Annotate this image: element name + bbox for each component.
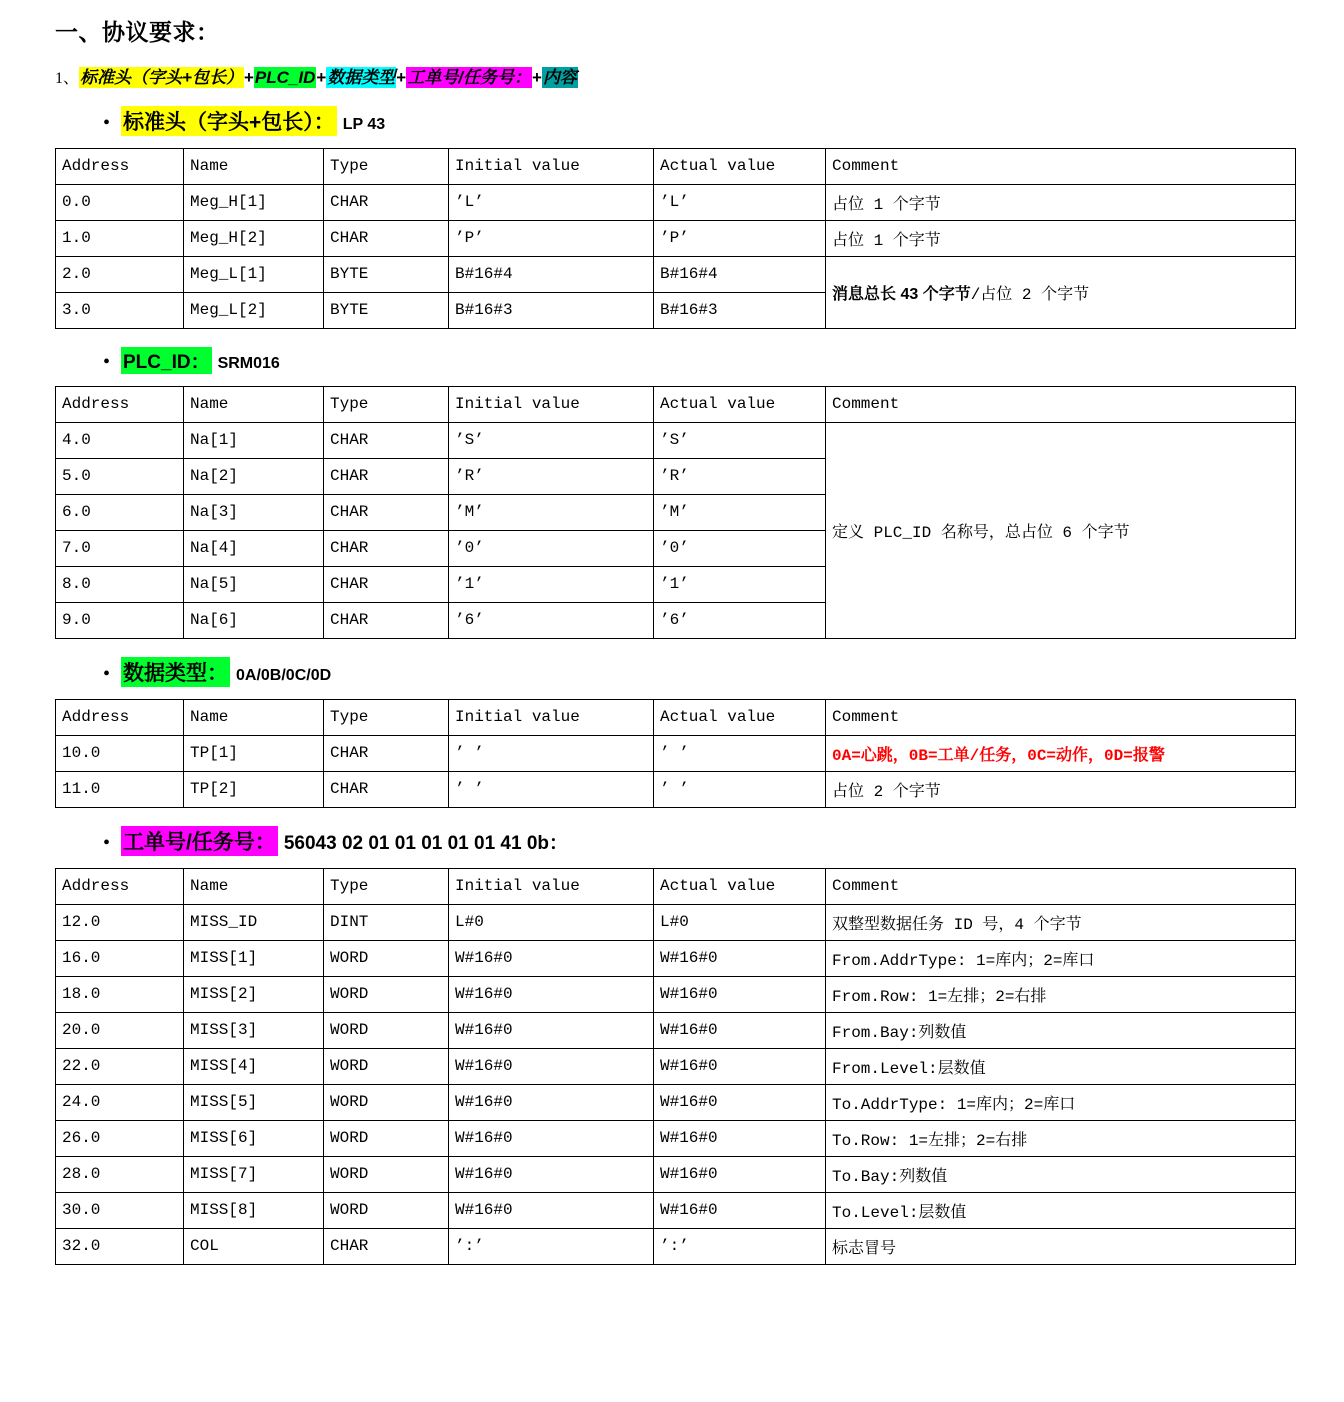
column-header-type: Type (324, 869, 449, 905)
cell-actual-value: ’0’ (654, 531, 826, 567)
cell-type: BYTE (324, 293, 449, 329)
table-row (56, 1085, 1296, 1121)
cell-type: CHAR (324, 736, 449, 772)
column-header-name: Name (184, 869, 324, 905)
table-header-row (56, 149, 1296, 185)
cell-name: Meg_L[1] (184, 257, 324, 293)
cell-initial-value: B#16#4 (449, 257, 654, 293)
bullet-icon: • (103, 832, 111, 854)
protocol-table (55, 386, 1296, 639)
cell-type: CHAR (324, 603, 449, 639)
cell-name: COL (184, 1229, 324, 1265)
cell-name: MISS[2] (184, 977, 324, 1013)
cell-name: MISS[8] (184, 1193, 324, 1229)
plus-sign-3: + (396, 68, 407, 87)
cell-comment: 标志冒号 (826, 1229, 1296, 1265)
cell-type: WORD (324, 1049, 449, 1085)
format-segment-datatype: 数据类型 (327, 68, 396, 87)
cell-address: 30.0 (56, 1193, 184, 1229)
table-row (56, 1193, 1296, 1229)
cell-actual-value: ’:’ (654, 1229, 826, 1265)
format-segment-content: 内容 (542, 68, 577, 87)
cell-name: Meg_L[2] (184, 293, 324, 329)
table-row (56, 941, 1296, 977)
format-segment-header: 标准头（字头+包长） (80, 68, 243, 87)
cell-name: MISS[1] (184, 941, 324, 977)
cell-actual-value: ’R’ (654, 459, 826, 495)
cell-comment: To.AddrType: 1=库内；2=库口 (826, 1085, 1296, 1121)
cell-comment: To.Bay:列数值 (826, 1157, 1296, 1193)
cell-address: 22.0 (56, 1049, 184, 1085)
sections-container (55, 106, 1304, 1265)
column-header-initial-value: Initial value (449, 387, 654, 423)
cell-initial-value: ’0’ (449, 531, 654, 567)
cell-comment-merged: 消息总长 43 个字节/占位 2 个字节 (826, 257, 1296, 329)
cell-address: 32.0 (56, 1229, 184, 1265)
cell-initial-value: ’ ’ (449, 772, 654, 808)
cell-address: 16.0 (56, 941, 184, 977)
column-header-address: Address (56, 700, 184, 736)
cell-comment: From.AddrType: 1=库内；2=库口 (826, 941, 1296, 977)
table-row (56, 1049, 1296, 1085)
cell-address: 18.0 (56, 977, 184, 1013)
cell-initial-value: W#16#0 (449, 1085, 654, 1121)
plus-sign-4: + (531, 68, 542, 87)
cell-name: MISS_ID (184, 905, 324, 941)
cell-type: CHAR (324, 1229, 449, 1265)
table-row (56, 905, 1296, 941)
table-header-row (56, 700, 1296, 736)
cell-initial-value: W#16#0 (449, 1121, 654, 1157)
cell-actual-value: W#16#0 (654, 941, 826, 977)
cell-type: DINT (324, 905, 449, 941)
cell-address: 20.0 (56, 1013, 184, 1049)
cell-initial-value: W#16#0 (449, 1013, 654, 1049)
cell-name: MISS[7] (184, 1157, 324, 1193)
section-heading (103, 347, 1304, 374)
cell-initial-value: ’R’ (449, 459, 654, 495)
cell-comment: 占位 1 个字节 (826, 185, 1296, 221)
cell-address: 11.0 (56, 772, 184, 808)
cell-address: 28.0 (56, 1157, 184, 1193)
cell-initial-value: ’P’ (449, 221, 654, 257)
protocol-format-line (55, 63, 1304, 88)
cell-type: WORD (324, 1193, 449, 1229)
cell-name: MISS[4] (184, 1049, 324, 1085)
cell-initial-value: W#16#0 (449, 1157, 654, 1193)
cell-comment: From.Bay:列数值 (826, 1013, 1296, 1049)
column-header-initial-value: Initial value (449, 869, 654, 905)
column-header-actual-value: Actual value (654, 700, 826, 736)
cell-name: Na[1] (184, 423, 324, 459)
cell-initial-value: B#16#3 (449, 293, 654, 329)
table-row (56, 221, 1296, 257)
table-row (56, 977, 1296, 1013)
cell-type: WORD (324, 941, 449, 977)
cell-type: WORD (324, 977, 449, 1013)
cell-actual-value: B#16#4 (654, 257, 826, 293)
cell-address: 1.0 (56, 221, 184, 257)
table-row (56, 772, 1296, 808)
cell-initial-value: ’1’ (449, 567, 654, 603)
section-title: 数据类型： (121, 657, 230, 687)
cell-name: Na[6] (184, 603, 324, 639)
cell-name: Meg_H[2] (184, 221, 324, 257)
section-value: 56043 02 01 01 01 01 01 41 0b： (283, 833, 569, 854)
cell-name: TP[1] (184, 736, 324, 772)
column-header-actual-value: Actual value (654, 149, 826, 185)
cell-address: 0.0 (56, 185, 184, 221)
cell-comment: To.Row: 1=左排；2=右排 (826, 1121, 1296, 1157)
cell-actual-value: W#16#0 (654, 1013, 826, 1049)
table-header-row (56, 869, 1296, 905)
column-header-name: Name (184, 149, 324, 185)
bullet-icon: • (103, 112, 111, 134)
cell-address: 24.0 (56, 1085, 184, 1121)
cell-initial-value: L#0 (449, 905, 654, 941)
cell-comment: 双整型数据任务 ID 号，4 个字节 (826, 905, 1296, 941)
cell-address: 3.0 (56, 293, 184, 329)
cell-actual-value: ’S’ (654, 423, 826, 459)
table-row (56, 185, 1296, 221)
cell-name: Meg_H[1] (184, 185, 324, 221)
cell-actual-value: ’6’ (654, 603, 826, 639)
table-row (56, 423, 1296, 459)
cell-address: 5.0 (56, 459, 184, 495)
cell-type: CHAR (324, 772, 449, 808)
section-heading (103, 826, 1304, 856)
cell-actual-value: ’1’ (654, 567, 826, 603)
protocol-table (55, 868, 1296, 1265)
cell-type: WORD (324, 1013, 449, 1049)
cell-name: Na[3] (184, 495, 324, 531)
column-header-type: Type (324, 149, 449, 185)
cell-initial-value: ’ ’ (449, 736, 654, 772)
column-header-actual-value: Actual value (654, 387, 826, 423)
column-header-actual-value: Actual value (654, 869, 826, 905)
cell-name: MISS[5] (184, 1085, 324, 1121)
cell-comment: From.Level:层数值 (826, 1049, 1296, 1085)
cell-name: Na[5] (184, 567, 324, 603)
plus-sign-2: + (316, 68, 327, 87)
cell-type: CHAR (324, 531, 449, 567)
bullet-icon: • (103, 663, 111, 685)
cell-initial-value: W#16#0 (449, 1049, 654, 1085)
cell-initial-value: ’M’ (449, 495, 654, 531)
cell-type: CHAR (324, 459, 449, 495)
cell-actual-value: W#16#0 (654, 977, 826, 1013)
cell-actual-value: W#16#0 (654, 1049, 826, 1085)
section-value: SRM016 (217, 355, 280, 372)
cell-address: 7.0 (56, 531, 184, 567)
section-title: 标准头（字头+包长）： (121, 106, 337, 136)
cell-type: WORD (324, 1157, 449, 1193)
protocol-table (55, 699, 1296, 808)
page-title: 一、协议要求： (55, 19, 220, 45)
cell-comment-merged: 定义 PLC_ID 名称号，总占位 6 个字节 (826, 423, 1296, 639)
cell-comment: From.Row: 1=左排；2=右排 (826, 977, 1296, 1013)
protocol-table (55, 148, 1296, 329)
cell-type: CHAR (324, 423, 449, 459)
table-row (56, 736, 1296, 772)
cell-actual-value: ’P’ (654, 221, 826, 257)
cell-type: WORD (324, 1085, 449, 1121)
table-row (56, 1121, 1296, 1157)
section-title: 工单号/任务号： (121, 826, 278, 856)
format-segment-taskno: 工单号/任务号： (407, 68, 531, 87)
section-title: PLC_ID： (121, 347, 212, 374)
cell-name: MISS[3] (184, 1013, 324, 1049)
item-number: 1、 (55, 70, 80, 87)
plus-sign-1: + (243, 68, 254, 87)
column-header-comment: Comment (826, 700, 1296, 736)
cell-comment: 0A=心跳，0B=工单/任务，0C=动作，0D=报警 (826, 736, 1296, 772)
cell-comment: 占位 1 个字节 (826, 221, 1296, 257)
cell-address: 9.0 (56, 603, 184, 639)
section-heading (103, 106, 1304, 136)
cell-initial-value: W#16#0 (449, 977, 654, 1013)
cell-initial-value: ’L’ (449, 185, 654, 221)
cell-type: CHAR (324, 495, 449, 531)
cell-initial-value: W#16#0 (449, 941, 654, 977)
table-header-row (56, 387, 1296, 423)
cell-type: CHAR (324, 221, 449, 257)
cell-type: BYTE (324, 257, 449, 293)
cell-actual-value: W#16#0 (654, 1121, 826, 1157)
cell-actual-value: W#16#0 (654, 1085, 826, 1121)
cell-initial-value: ’S’ (449, 423, 654, 459)
column-header-address: Address (56, 149, 184, 185)
table-row (56, 1013, 1296, 1049)
table-row (56, 257, 1296, 293)
column-header-name: Name (184, 387, 324, 423)
cell-type: CHAR (324, 185, 449, 221)
column-header-initial-value: Initial value (449, 700, 654, 736)
cell-actual-value: B#16#3 (654, 293, 826, 329)
cell-name: Na[2] (184, 459, 324, 495)
cell-address: 8.0 (56, 567, 184, 603)
cell-type: CHAR (324, 567, 449, 603)
column-header-address: Address (56, 869, 184, 905)
cell-initial-value: ’6’ (449, 603, 654, 639)
cell-address: 6.0 (56, 495, 184, 531)
section-value: 0A/0B/0C/0D (236, 667, 332, 684)
table-row (56, 1157, 1296, 1193)
cell-actual-value: ’L’ (654, 185, 826, 221)
cell-address: 2.0 (56, 257, 184, 293)
cell-actual-value: ’ ’ (654, 736, 826, 772)
cell-actual-value: W#16#0 (654, 1193, 826, 1229)
cell-comment: 占位 2 个字节 (826, 772, 1296, 808)
bullet-icon: • (103, 351, 111, 373)
cell-address: 4.0 (56, 423, 184, 459)
cell-address: 26.0 (56, 1121, 184, 1157)
column-header-comment: Comment (826, 387, 1296, 423)
column-header-comment: Comment (826, 869, 1296, 905)
cell-actual-value: ’ ’ (654, 772, 826, 808)
column-header-initial-value: Initial value (449, 149, 654, 185)
cell-address: 10.0 (56, 736, 184, 772)
column-header-type: Type (324, 700, 449, 736)
cell-initial-value: ’:’ (449, 1229, 654, 1265)
format-segment-plcid: PLC_ID (254, 68, 316, 87)
cell-name: TP[2] (184, 772, 324, 808)
cell-actual-value: ’M’ (654, 495, 826, 531)
cell-address: 12.0 (56, 905, 184, 941)
section-value: LP 43 (342, 116, 386, 133)
cell-actual-value: L#0 (654, 905, 826, 941)
column-header-type: Type (324, 387, 449, 423)
cell-actual-value: W#16#0 (654, 1157, 826, 1193)
cell-name: Na[4] (184, 531, 324, 567)
column-header-name: Name (184, 700, 324, 736)
column-header-comment: Comment (826, 149, 1296, 185)
cell-comment: To.Level:层数值 (826, 1193, 1296, 1229)
column-header-address: Address (56, 387, 184, 423)
section-heading (103, 657, 1304, 687)
cell-name: MISS[6] (184, 1121, 324, 1157)
cell-initial-value: W#16#0 (449, 1193, 654, 1229)
cell-type: WORD (324, 1121, 449, 1157)
table-row (56, 1229, 1296, 1265)
